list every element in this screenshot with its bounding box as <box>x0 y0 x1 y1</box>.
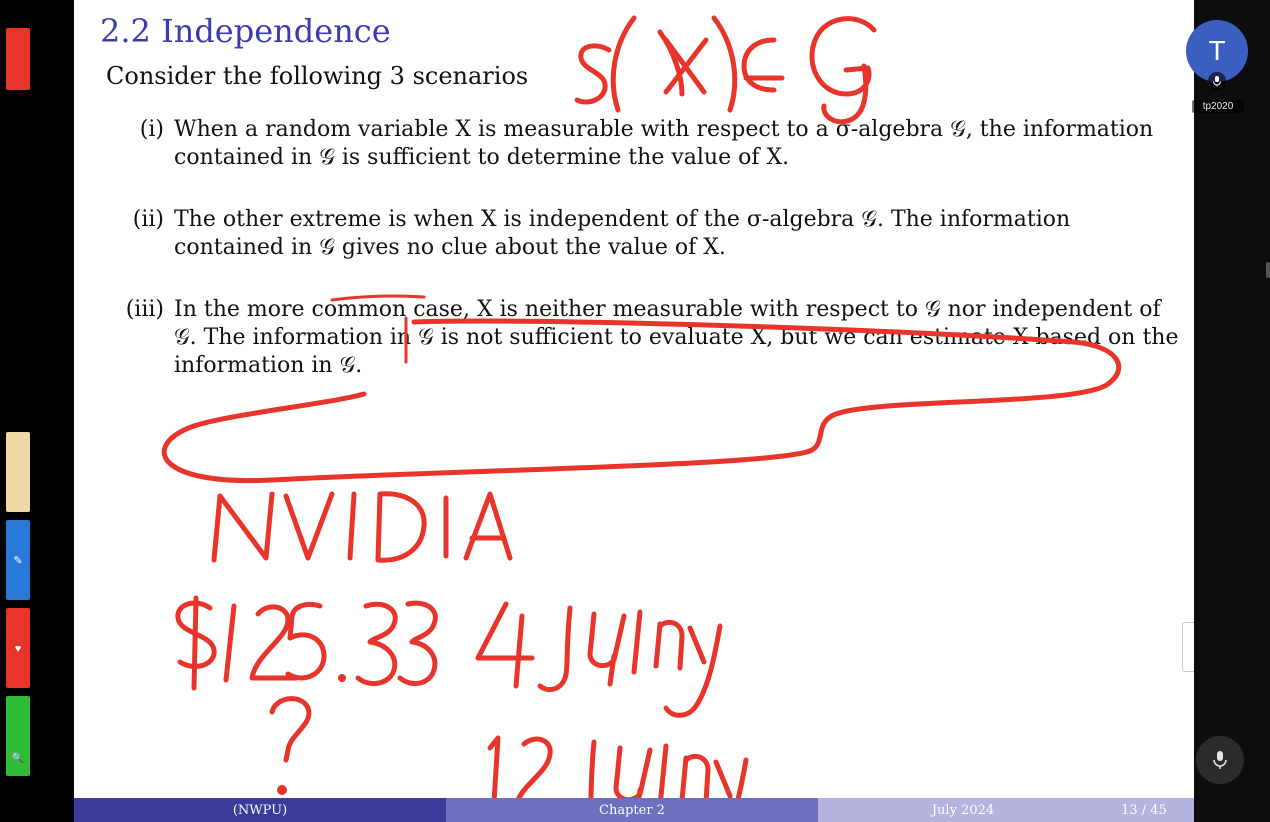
slide-list-item <box>106 206 1186 262</box>
list-item-text: The other extreme is when X is independent of the σ-algebra 𝒢. The information contained in 𝒢 gives no clue about the value of X. <box>174 207 1071 261</box>
list-item-marker: (i) <box>139 117 164 142</box>
microphone-icon <box>1208 72 1226 90</box>
magnifier-icon: 🔍 <box>11 753 25 764</box>
footer-institution: (NWPU) <box>74 798 446 822</box>
footer-chapter: Chapter 2 <box>446 798 818 822</box>
slide-list-item <box>106 116 1186 172</box>
slide-title-text: Independence <box>161 12 391 50</box>
list-item-text: In the more common case, X is neither measurable with respect to 𝒢 nor independent of 𝒢. The information in 𝒢 is not sufficient to evaluate X, but we can estimate X based on the information in 𝒢. <box>174 297 1179 379</box>
slide-title-number: 2.2 <box>100 12 151 50</box>
pen-tool-button[interactable] <box>1182 622 1194 672</box>
slide-list-item <box>106 296 1186 380</box>
avatar[interactable]: T <box>1186 20 1248 82</box>
tool-tan-highlighter[interactable] <box>6 432 30 512</box>
microphone-mute-button[interactable] <box>1196 736 1244 784</box>
annotation-toolbar <box>0 0 74 822</box>
list-item-text: When a random variable X is measurable with respect to a σ-algebra 𝒢, the information contained in 𝒢 is sufficient to determine the value of X. <box>174 117 1154 171</box>
slide-footer <box>74 798 1194 822</box>
tool-green-magnifier[interactable] <box>6 696 30 776</box>
tool-red-heart-stamp[interactable] <box>6 608 30 688</box>
participant-video-panel <box>1194 0 1270 822</box>
microphone-muted-icon <box>1210 749 1230 771</box>
list-item-marker: (iii) <box>125 297 164 322</box>
heart-icon: ♥ <box>14 643 22 655</box>
scrollbar-thumb[interactable] <box>1266 262 1270 278</box>
tool-red-marker[interactable] <box>6 28 30 90</box>
list-item-marker: (ii) <box>132 207 164 232</box>
participant-name-label: tp2020 <box>1192 100 1244 113</box>
presentation-slide <box>74 0 1194 822</box>
tool-blue-pen[interactable] <box>6 520 30 600</box>
pen-icon: ✎ <box>13 555 23 567</box>
footer-date: July 2024 <box>818 798 1108 822</box>
footer-page-number: 13 / 45 <box>1108 798 1194 822</box>
slide-lead-text: Consider the following 3 scenarios <box>106 62 529 90</box>
slide-title <box>100 12 391 50</box>
